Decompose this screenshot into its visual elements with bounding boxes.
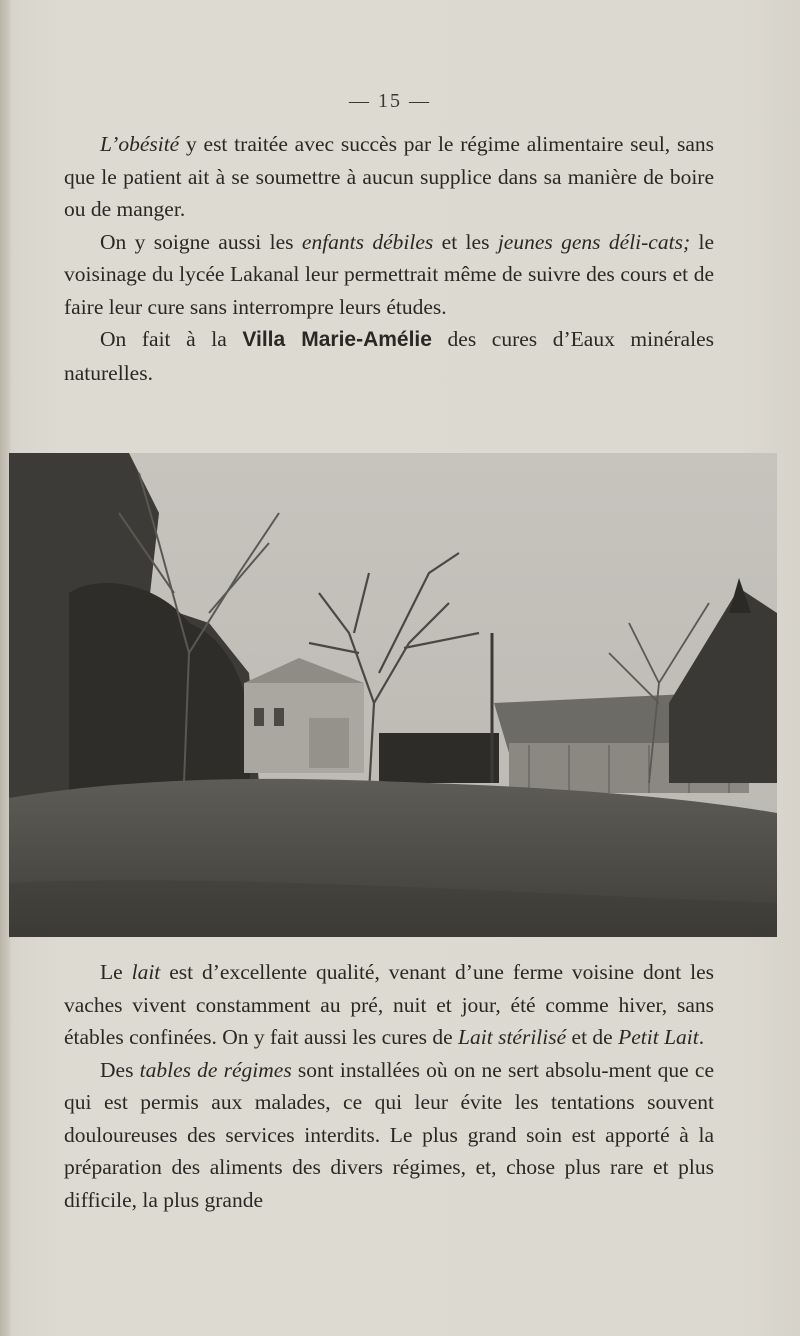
emphasis-tables-de-regimes: tables de régimes [139, 1057, 292, 1082]
photo-illustration [9, 453, 777, 937]
paragraph-text: sont installées où on ne sert absolu-ment que ce qui est permis aux malades, ce qui leur évite les tentations souvent douloureuses des services interdits. Le plus grand soin est apporté à la préparation des aliments des divers régimes, et, chose plus rare et plus difficile, la plus grande [64, 1057, 714, 1212]
paragraph-text: On y soigne aussi les [100, 229, 302, 254]
paragraph-villa [64, 323, 714, 389]
paragraph-text: et les [433, 229, 498, 254]
top-text-block [64, 128, 714, 389]
paragraph-text: On fait à la [100, 327, 243, 351]
emphasis-enfants-debiles: enfants débiles [301, 229, 434, 254]
paragraph-text: y est traitée avec succès par le régime alimentaire seul, sans que le patient ait à se soumettre à aucun supplice dans sa manière de boire ou de manger. [64, 132, 714, 221]
paragraph-lait [64, 956, 714, 1054]
paragraph-obesite [64, 128, 714, 226]
bottom-text-block [64, 956, 714, 1216]
villa-name: Villa Marie-Amélie [242, 328, 432, 351]
emphasis-lait-sterilise: Lait stérilisé [458, 1025, 567, 1049]
paragraph-text: Le [100, 960, 132, 984]
page-number: — 15 — [349, 90, 431, 112]
paragraph-text: . [698, 1025, 705, 1049]
emphasis-petit-lait: Petit Lait [618, 1025, 699, 1049]
emphasis-jeunes-gens: jeunes gens déli-cats; [497, 229, 691, 254]
paragraph-tables [64, 1054, 714, 1217]
paragraph-enfants [64, 226, 714, 324]
paragraph-text: le voisinage du lycée Lakanal leur permettrait même de suivre des cours et de faire leur cure sans interrompre leurs études. [64, 229, 714, 319]
villa-garden-photograph [9, 453, 777, 937]
emphasis-obesite: L’obésité [100, 132, 180, 156]
paragraph-text: et de [566, 1025, 619, 1049]
paragraph-text: des cures d’Eaux minérales naturelles. [64, 327, 714, 385]
paragraph-text: est d’excellente qualité, venant d’une ferme voisine dont les vaches vivent constamment au pré, nuit et jour, été comme hiver, sans étables confinées. On y fait aussi les cures de [64, 960, 714, 1049]
emphasis-lait: lait [131, 960, 161, 984]
paragraph-text: Des [100, 1057, 140, 1082]
